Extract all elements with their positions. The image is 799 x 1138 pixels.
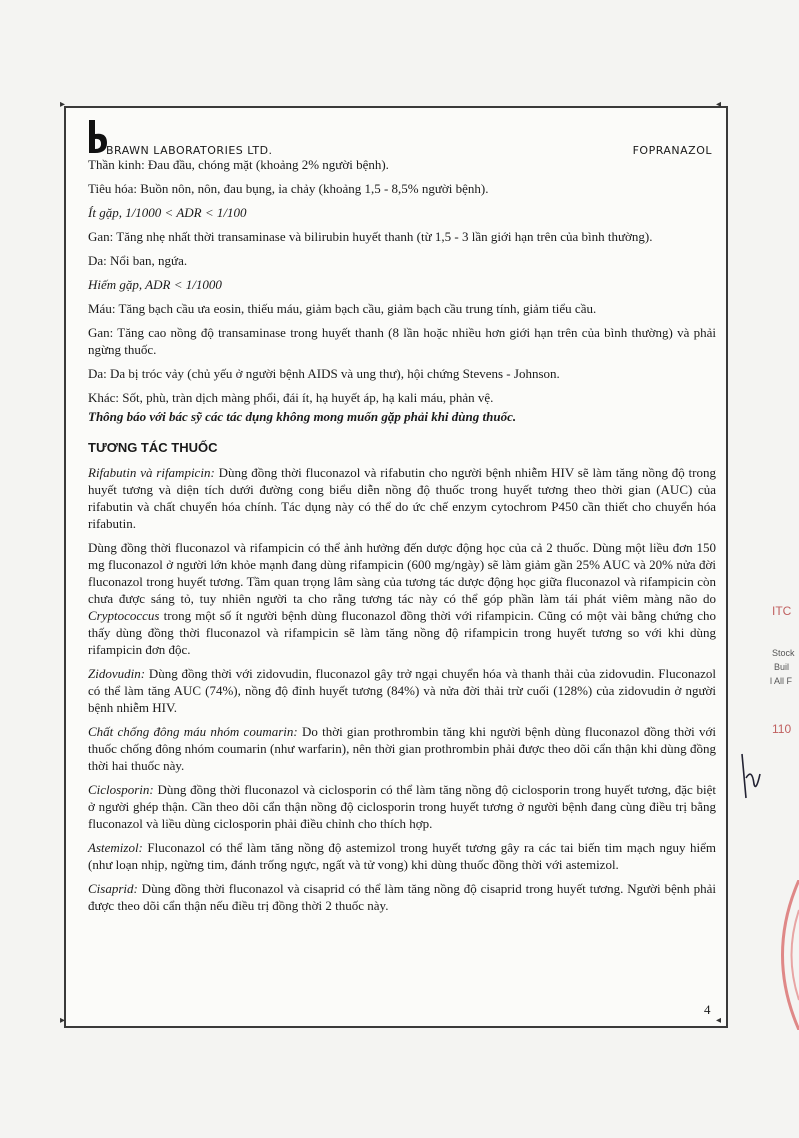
red-stamp-icon xyxy=(756,880,799,1030)
adverse-liver-rare: Gan: Tăng cao nồng độ transaminase trong huyết thanh (8 lần hoặc nhiều hơn giới hạn trên của bình thường) và phải ngừng thuốc. xyxy=(88,325,716,357)
rare-heading: Hiếm gặp, ADR < 1/1000 xyxy=(88,277,222,292)
company-logo-icon xyxy=(88,120,108,154)
corner-mark-top-left: ▸ xyxy=(60,99,66,110)
rifampicin-text-a: Dùng đồng thời fluconazol và rifampicin có thể ảnh hưởng đến dược động học của cả 2 thuốc. Dùng một liều đơn 150 mg fluconazol ở người lớn khỏe mạnh đang dùng rifampicin (600 mg/ngày) sẽ làm giảm gần 25% AUC và 20% nửa đời fluconazol trong huyết tương. Tầm quan trọng lâm sàng của tương tác dược động học giữa fluconazol và rifampicin còn chưa được sáng tỏ, tuy nhiên người ta cho rằng tương tác này có thể góp phần làm tái phát viêm màng não do xyxy=(88,540,716,606)
rifabutin-title: Rifabutin và rifampicin: xyxy=(88,465,215,480)
page-header xyxy=(88,120,716,156)
adverse-blood: Máu: Tăng bạch cầu ưa eosin, thiếu máu, giảm bạch cầu, giảm bạch cầu trung tính, giảm tiểu cầu. xyxy=(88,301,597,316)
adverse-digestive: Tiêu hóa: Buồn nôn, nôn, đau bụng, ỉa chảy (khoảng 1,5 - 8,5% người bệnh). xyxy=(88,181,489,196)
interaction-rifabutin xyxy=(88,464,716,532)
coumarin-text: Do thời gian prothrombin tăng khi người bệnh dùng fluconazol đồng thời với thuốc chống đông nhóm coumarin (như warfarin), nên thời gian prothrombin phải được theo dõi cẩn thận khi dùng đồng thời hai thuốc này. xyxy=(88,724,716,773)
ciclosporin-title: Ciclosporin: xyxy=(88,782,154,797)
interaction-coumarin xyxy=(88,723,716,774)
company-name: BRAWN LABORATORIES LTD. xyxy=(106,144,273,157)
document-content xyxy=(88,120,716,921)
corner-mark-top-right: ◂ xyxy=(716,99,722,110)
adverse-nervous: Thần kinh: Đau đầu, chóng mặt (khoảng 2% người bệnh). xyxy=(88,157,389,172)
adverse-skin-uncommon: Da: Nổi ban, ngứa. xyxy=(88,253,188,268)
astemizol-title: Astemizol: xyxy=(88,840,143,855)
adverse-skin-rare: Da: Da bị tróc vảy (chủ yếu ở người bệnh AIDS và ung thư), hội chứng Stevens - Johnson. xyxy=(88,366,560,381)
uncommon-heading: Ít gặp, 1/1000 < ADR < 1/100 xyxy=(88,205,247,220)
rifampicin-text-b: trong một số ít người bệnh dùng fluconazol đồng thời với rifampicin. Cũng có một vài bằng chứng cho thấy dùng đồng thời fluconazol và rifampicin sẽ làm tăng nồng độ rifampicin trong huyết tương so với khi dùng rifampicin đơn độc. xyxy=(88,608,716,657)
margin-stamp-number: 110 xyxy=(772,722,792,736)
interaction-cisaprid xyxy=(88,880,716,914)
handwritten-signature-icon xyxy=(736,748,764,804)
interactions-heading: TƯƠNG TÁC THUỐC xyxy=(88,440,218,455)
coumarin-title: Chất chống đông máu nhóm coumarin: xyxy=(88,724,298,739)
interaction-rifampicin xyxy=(88,539,716,658)
ciclosporin-text: Dùng đồng thời fluconazol và ciclosporin có thể làm tăng nồng độ ciclosporin trong huyết tương, đặc biệt ở người ghép thận. Cần theo dõi cẩn thận nồng độ ciclosporin trong huyết tương ở người bệnh đang cùng điều trị bằng fluconazol và liều dùng ciclosporin phải điều chỉnh cho thích hợp. xyxy=(88,782,716,831)
interaction-astemizol xyxy=(88,839,716,873)
margin-stamp-text: ITC xyxy=(772,604,792,618)
product-name: FOPRANAZOL xyxy=(632,144,712,157)
zidovudin-text: Dùng đồng thời với zidovudin, fluconazol gây trở ngại chuyển hóa và thanh thải của zidovudin. Fluconazol có thể làm tăng AUC (74%), nồng độ đỉnh huyết tương (84%) và nửa đời thải trừ cuối (128%) của zidovudin ở người bệnh nhiễm HIV. xyxy=(88,666,716,715)
astemizol-text: Fluconazol có thể làm tăng nồng độ astemizol trong huyết tương gây ra các tai biến tim mạch nguy hiểm (như loạn nhịp, ngừng tim, đánh trống ngực, ngất và tử vong) khi dùng thuốc đồng thời với astemizol. xyxy=(88,840,716,872)
cisaprid-text: Dùng đồng thời fluconazol và cisaprid có thể làm tăng nồng độ cisaprid trong huyết tương. Người bệnh phải được theo dõi cẩn thận nếu điều trị đồng thời 2 thuốc này. xyxy=(88,881,716,913)
adverse-liver-uncommon: Gan: Tăng nhẹ nhất thời transaminase và bilirubin huyết thanh (từ 1,5 - 3 lần giới hạn trên của bình thường). xyxy=(88,229,653,244)
adverse-other: Khác: Sốt, phù, tràn dịch màng phổi, đái ít, hạ huyết áp, hạ kali máu, phản vệ. xyxy=(88,390,494,405)
page-number: 4 xyxy=(704,1002,711,1017)
rifabutin-text: Dùng đồng thời fluconazol và rifabutin cho người bệnh nhiễm HIV sẽ làm tăng nồng độ trong huyết tương và diện tích dưới đường cong biểu diễn nồng độ thuốc trong huyết tương theo thời gian (AUC) của rifabutin và chất chuyển hóa chính. Tác dụng này có thể do ức chế enzym cytochrom P450 cần thiết cho chuyển hóa rifabutin. xyxy=(88,465,717,531)
doctor-notice: Thông báo với bác sỹ các tác dụng không mong muốn gặp phải khi dùng thuốc. xyxy=(88,409,517,424)
margin-text-buil: Buil xyxy=(774,662,790,672)
interaction-zidovudin xyxy=(88,665,716,716)
zidovudin-title: Zidovudin: xyxy=(88,666,146,681)
margin-text-all: l All F xyxy=(770,676,793,686)
interaction-ciclosporin xyxy=(88,781,716,832)
cryptococcus-term: Cryptococcus xyxy=(88,608,160,623)
margin-text-stock: Stock xyxy=(772,648,795,658)
cisaprid-title: Cisaprid: xyxy=(88,881,138,896)
corner-mark-bottom-right: ◂ xyxy=(716,1015,722,1026)
corner-mark-bottom-left: ▸ xyxy=(60,1015,66,1026)
